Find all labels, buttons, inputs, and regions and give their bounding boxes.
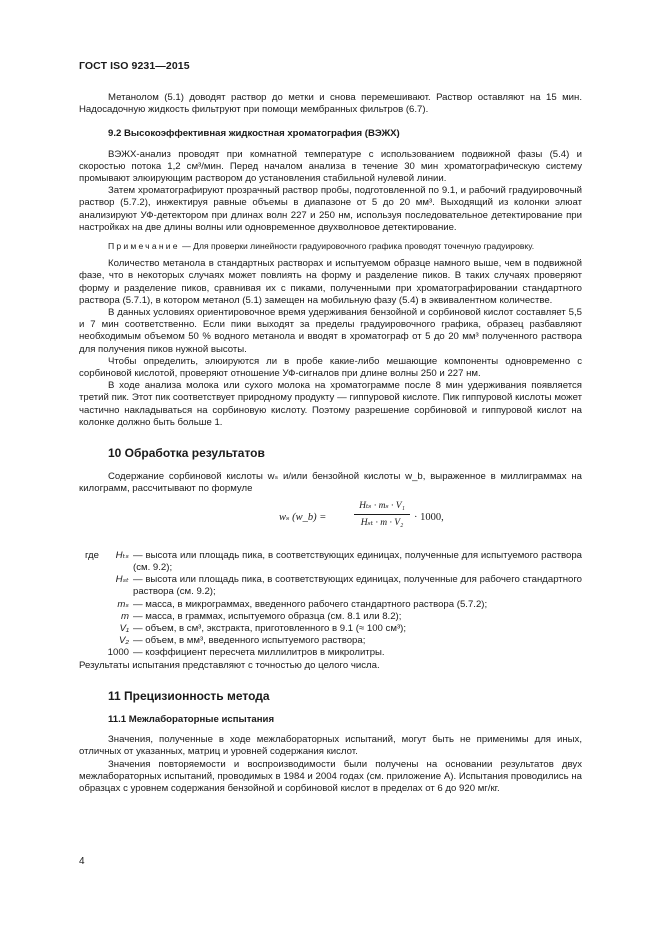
definition-item — [73, 574, 582, 598]
definitions-list — [73, 550, 582, 660]
page-number: 4 — [79, 856, 85, 867]
definition-symbol: 1000 — [107, 647, 129, 659]
definition-text: — объем, в мм³, введенного испытуемого раствора; — [133, 635, 366, 647]
formula-lhs: wₛ (w_b) = — [279, 511, 327, 523]
definition-text: — объем, в см³, экстракта, приготовленного в 9.1 (≈ 100 см³); — [133, 622, 406, 634]
note-text: — Для проверки линейности градуировочного графика проводят точечную градуировку. — [179, 241, 535, 252]
definition-symbol: V₁ — [119, 622, 129, 634]
paragraph: Метанолом (5.1) доводят раствор до метки и снова перемешивают. Раствор оставляют на 15 мин. Надосадочную жидкость фильтруют при помощи мембранных фильтров (6.7). — [79, 92, 582, 116]
definition-item — [73, 550, 582, 574]
definition-text: — масса, в граммах, испытуемого образца (см. 8.1 или 8.2); — [133, 610, 402, 622]
formula-tail: · 1000, — [414, 511, 444, 523]
note-label: Примечание — [108, 241, 180, 252]
paragraph: Результаты испытания представляют с точностью до целого числа. — [79, 659, 380, 671]
definition-symbol: Hₜₛ — [115, 549, 129, 561]
definition-prefix: где — [84, 549, 99, 561]
definition-text: — масса, в микрограммах, введенного рабочего стандартного раствора (5.7.2); — [133, 598, 488, 610]
formula-denominator: Hₛₜ · m · V₂ — [360, 517, 404, 528]
running-header: ГОСТ ISO 9231—2015 — [79, 60, 190, 72]
paragraph: Количество метанола в стандартных растворах и испытуемом образце намного выше, чем в подвижной фазе, что в некоторых случаях может повлиять на форму и разделение пиков. В таких случаях проверяют форму и разделение пиков, сравнивая их с пиками, полученными при хроматографировании стандартного раствора (5.7.1), в котором метанол (5.1) замещен на мобильную фазу (5.4) в эквивалентном количестве. — [79, 258, 582, 306]
definition-item — [73, 611, 582, 623]
page-body — [79, 92, 582, 795]
definition-item — [73, 635, 582, 647]
definition-symbol: mₛ — [117, 598, 129, 610]
section-10-title: 10 Обработка результатов — [108, 446, 265, 461]
formula-fraction — [354, 500, 410, 529]
definition-item — [73, 623, 582, 635]
definition-item — [73, 599, 582, 611]
definition-text: — высота или площадь пика, в соответствующих единицах, полученные для испытуемого раствора (см. 9.2); — [133, 549, 582, 573]
formula — [79, 500, 582, 542]
paragraph: В данных условиях ориентировочное время удерживания бензойной и сорбиновой кислот составляет 5,5 и 7 мин соответственно. Если пики выходят за пределы градуировочного графика, образец разбавляют необходимым объемом 50 % водного метанола и вводят в хроматограф от 5 до 20 мм³ полученного раствора для получения пиков нужной высоты. — [79, 307, 582, 355]
paragraph: Значения повторяемости и воспроизводимости были получены на основании результатов двух межлабораторных испытаний, проводимых в 1984 и 2004 годах (см. приложение А). Испытания проводились на образцах с уровнем содержания бензойной и сорбиновой кислот в пределах от 6 до 920 мг/кг. — [79, 758, 582, 794]
section-11-title: 11 Прецизионность метода — [108, 688, 270, 703]
paragraph: Значения, полученные в ходе межлабораторных испытаний, могут быть не применимы для иных, отличных от указанных, матриц и уровней содержания кислот. — [79, 734, 582, 758]
paragraph: Затем хроматографируют прозрачный раствор пробы, подготовленной по 9.1, и рабочий градуировочный раствор (5.7.2), инжектируя равные объемы в диапазоне от 5 до 20 мм³. Выходящий из колонки элюат анализируют УФ-детектором при длинах волн 227 и 250 нм, используя последовательное детектирование при настройках на две длины волны или одновременное двухволновое детектирование. — [79, 185, 582, 233]
definition-text: — коэффициент пересчета миллилитров в микролитры. — [133, 647, 385, 659]
paragraph: Чтобы определить, элюируются ли в пробе какие-либо мешающие компоненты одновременно с сорбиновой кислотой, проверяют отношение УФ-сигналов при длине волны 250 и 227 нм. — [79, 355, 582, 380]
definition-symbol: m — [121, 610, 129, 622]
paragraph: В ходе анализа молока или сухого молока на хроматограмме после 8 мин удерживания появляется третий пик. Этот пик соответствует природному продукту — гиппуровой кислоте. Пик гиппуровой кислоты может частично накладываться на сорбиновую кислоту. Поэтому разрешение сорбиновой и гиппуровой кислот на колонке должно быть больше 1. — [79, 380, 582, 428]
definition-symbol: Hₛₜ — [115, 574, 129, 586]
paragraph: Содержание сорбиновой кислоты wₛ и/или бензойной кислоты w_b, выраженное в миллиграммах на килограмм, рассчитывают по формуле — [79, 471, 582, 495]
formula-numerator: Hₜₛ · mₛ · V₁ — [354, 500, 410, 515]
definition-item — [73, 647, 582, 659]
section-9-2-title: 9.2 Высокоэффективная жидкостная хроматография (ВЭЖХ) — [108, 128, 400, 140]
note — [79, 240, 582, 252]
paragraph: ВЭЖХ-анализ проводят при комнатной температуре с использованием подвижной фазы (5.4) и скоростью потока 1,2 см³/мин. Перед началом анализа в течение 30 мин хроматографическую систему промывают элюирующим раствором до установления стабильной нулевой линии. — [79, 148, 582, 185]
definition-text: — высота или площадь пика, в соответствующих единицах, полученные для рабочего стандартного раствора (см. 9.2); — [133, 574, 582, 598]
definition-symbol: V₂ — [118, 635, 129, 647]
section-11-1-title: 11.1 Межлабораторные испытания — [108, 713, 275, 725]
